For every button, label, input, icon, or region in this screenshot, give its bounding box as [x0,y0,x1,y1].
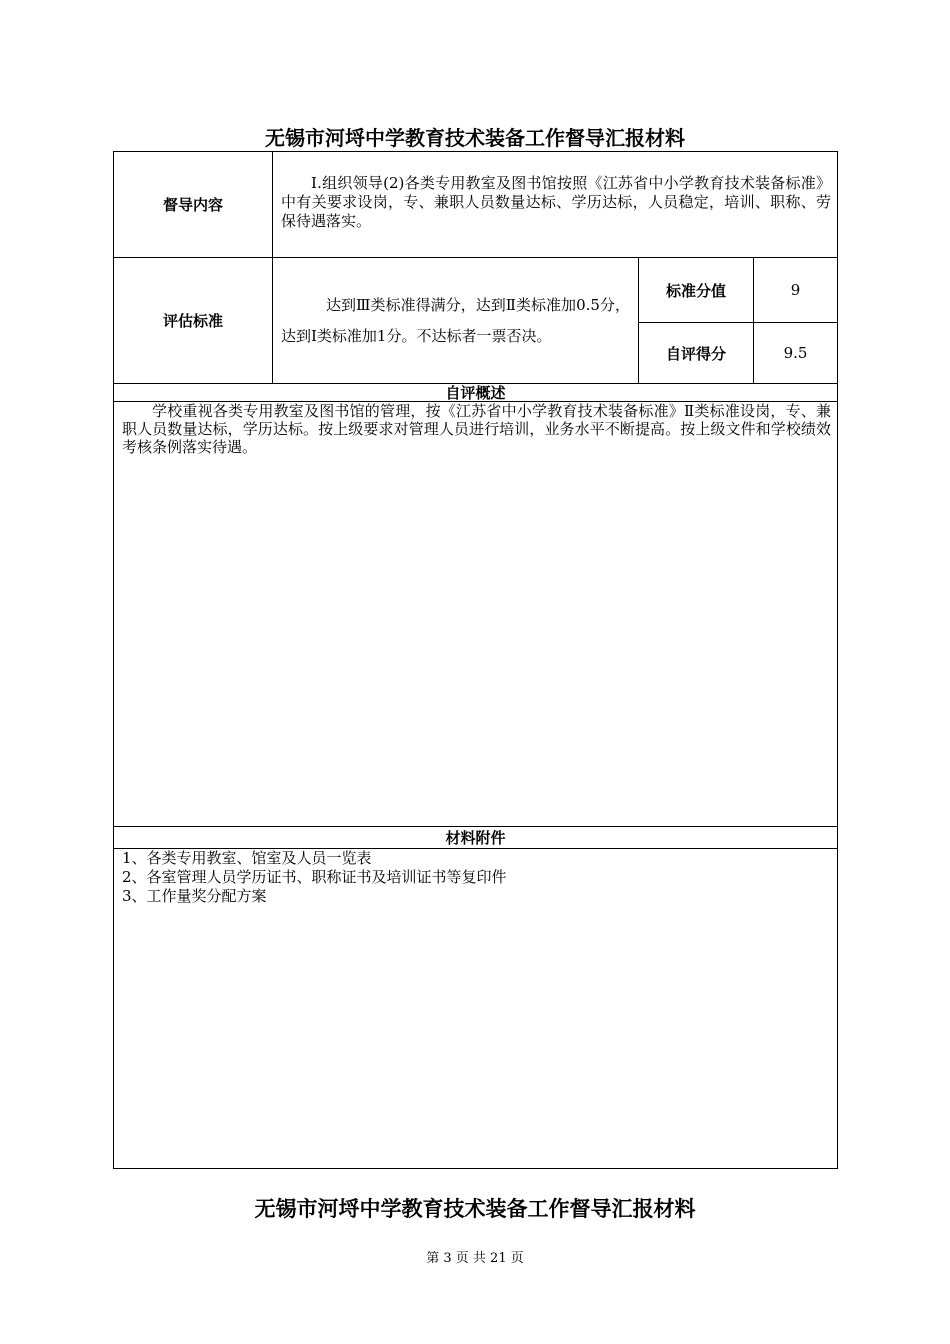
standard-text: 达到Ⅲ类标准得满分，达到Ⅱ类标准加0.5分，达到Ⅰ类标准加1分。不达标者一票否决。 [281,295,630,345]
attachments-cell [114,849,838,1169]
page-footer: 第 3 页 共 21 页 [426,1251,524,1266]
content-label: 督导内容 [114,152,273,258]
content-text: Ⅰ.组织领导(2)各类专用教室及图书馆按照《江苏省中小学教育技术装备标准》中有关要求设岗，专、兼职人员数量达标、学历达标，人员稳定，培训、职称、劳保待遇落实。 [281,174,832,230]
score-standard-label: 标准分值 [639,258,754,323]
score-self-value: 9.5 [754,323,838,384]
summary-text: 学校重视各类专用教室及图书馆的管理，按《江苏省中小学教育技术装备标准》Ⅱ类标准设岗，专、兼职人员数量达标，学历达标。按上级要求对管理人员进行培训，业务水平不断提高。按上级文件和学校绩效考核条例落实待遇。 [122,402,832,456]
summary-cell [114,402,838,827]
document-title-repeat: 无锡市河埒中学教育技术装备工作督导汇报材料 [254,1196,696,1221]
content-cell [273,152,838,258]
attachments-heading: 材料附件 [114,827,838,849]
summary-heading: 自评概述 [114,384,838,402]
score-self-label: 自评得分 [639,323,754,384]
attachment-item: 1、各类专用教室、馆室及人员一览表 [122,849,372,867]
standard-label: 评估标准 [114,258,273,384]
attachment-item: 2、各室管理人员学历证书、职称证书及培训证书等复印件 [122,868,507,886]
score-standard-value: 9 [754,258,838,323]
attachment-item: 3、工作量奖分配方案 [122,887,267,905]
document-title: 无锡市河埒中学教育技术装备工作督导汇报材料 [265,126,685,150]
standard-cell [273,258,639,384]
supervision-table [113,151,838,1169]
